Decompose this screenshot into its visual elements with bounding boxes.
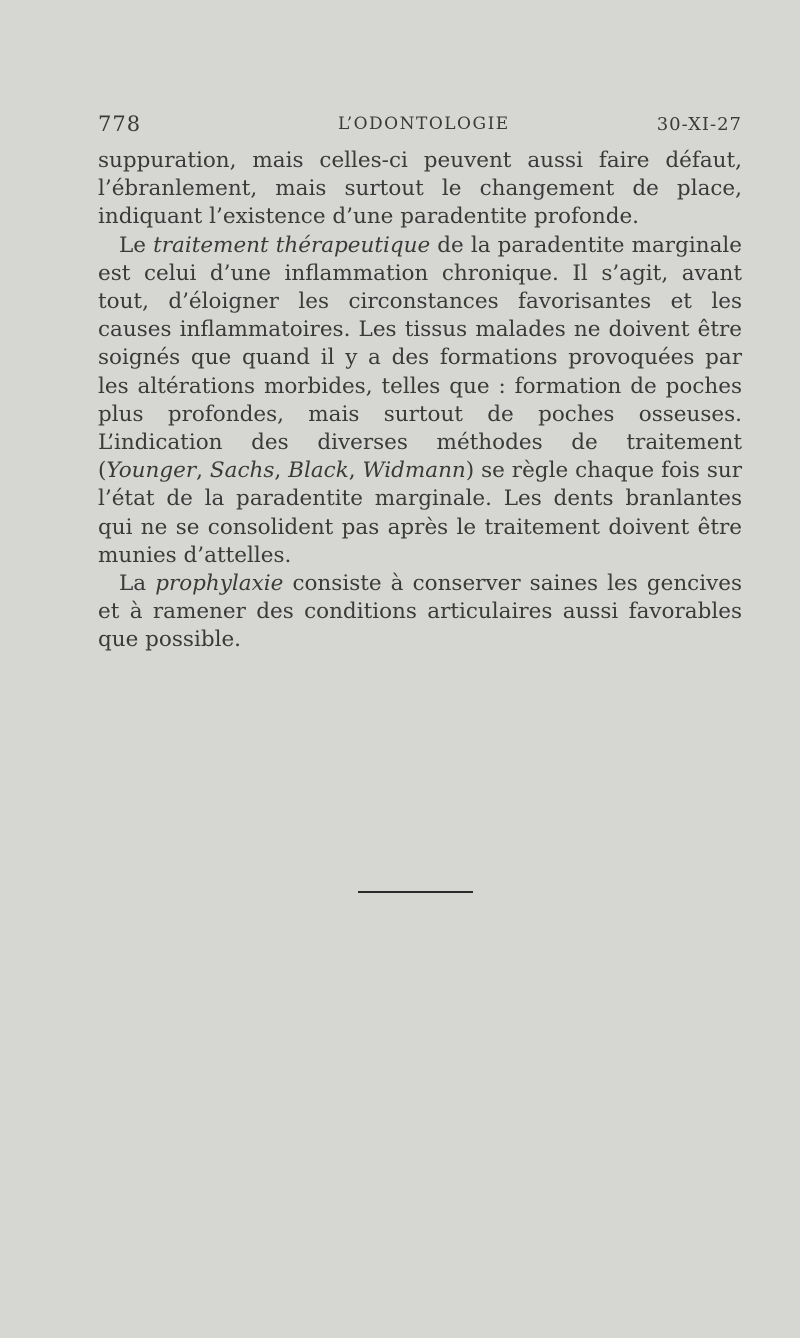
text-run: , (196, 458, 210, 484)
page-number: 778 (98, 112, 142, 136)
page-header (98, 112, 742, 142)
paragraph-traitement (98, 232, 742, 570)
author-black: Black (288, 458, 349, 484)
text-run: consiste à conserver saines les gencives et à ramener des conditions articulaires aussi favorables que possible. (98, 571, 742, 653)
section-divider (358, 891, 473, 893)
text-run: de la paradentite marginale est celui d’une inflammation chronique. Il s’agit, avant tout, d’éloigner les circonstances favorisantes et les causes inflammatoires. Les tissus malades ne doivent être soignés que quand il y a des formations provoquées par les altérations morbides, telles que : formation de poches plus profondes, mais surtout de poches osseuses. L’indication des diverses méthodes de traitement ( (98, 232, 742, 484)
running-title: L’ODONTOLOGIE (338, 114, 510, 134)
text-run: ) se règle chaque fois sur l’état de la paradentite marginale. Les dents branlantes qui ne se consolident pas après le traitement doivent être munies d’attelles. (98, 458, 742, 568)
author-sachs: Sachs (209, 458, 275, 484)
italic-term-prophylaxie: prophylaxie (155, 571, 284, 597)
text-run: La (119, 571, 156, 597)
paragraph-prophylaxie (98, 570, 742, 655)
author-younger: Younger (106, 458, 197, 484)
text-run: , (274, 458, 289, 484)
italic-term-traitement: traitement thérapeutique (153, 232, 431, 258)
author-widmann: Widmann (362, 458, 466, 484)
paragraph-suppuration: suppuration, mais celles-ci peuvent aussi faire défaut, l’ébranlement, mais surtout le changement de place, indiquant l’existence d’une paradentite profonde. (98, 148, 742, 230)
text-run: Le (119, 232, 154, 258)
issue-date: 30-XI-27 (656, 114, 742, 135)
text-run: , (348, 458, 363, 484)
article-body (98, 147, 742, 655)
